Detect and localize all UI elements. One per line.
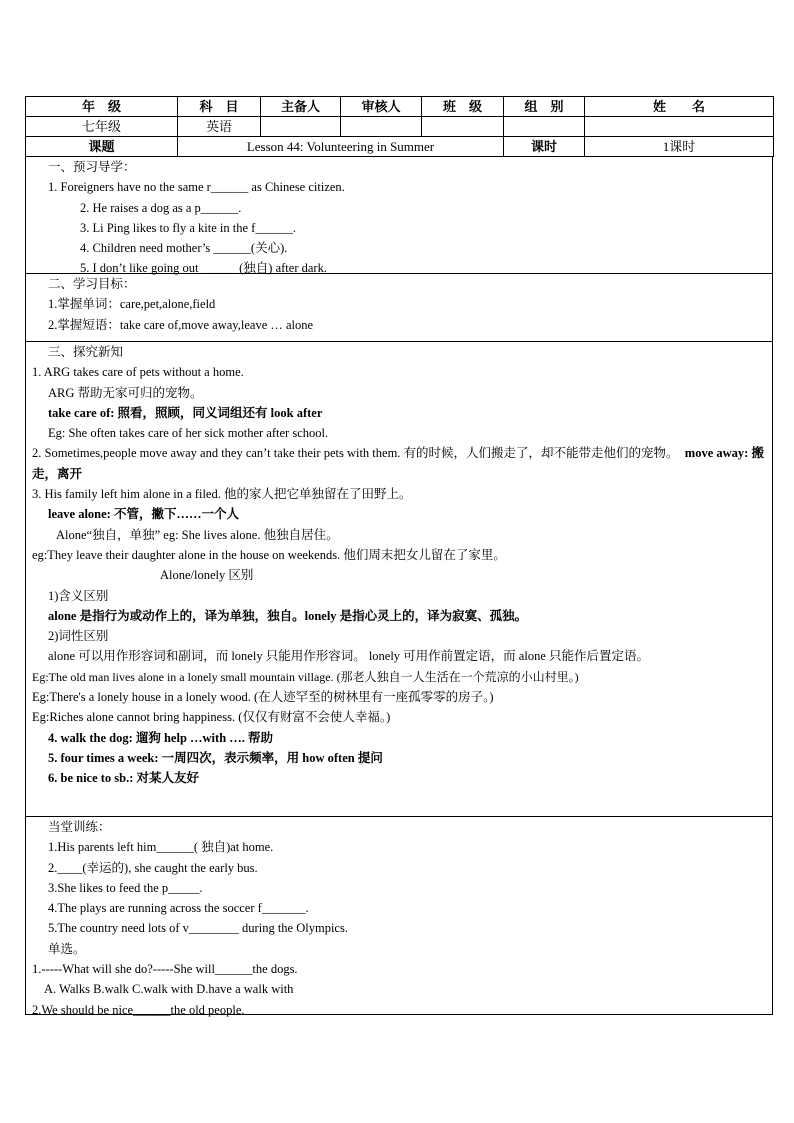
content-line: 5. four times a week: 一周四次，表示频率，用 how often 提问 [48,750,383,765]
content-line: alone 是指行为或动作上的，译为单独，独自。lonely 是指心灵上的，译为寂寞、孤独。 [48,608,528,623]
topic-value: Lesson 44: Volunteering in Summer [178,137,504,157]
header-row-topic [26,137,774,157]
section-title: 二、学习目标： [48,277,136,291]
choice-options: A. Walks B.walk C.walk with D.have a walk with [44,982,294,997]
content-line: 2)词性区别 [48,629,109,644]
topic-label: 课题 [26,137,178,157]
preparer-value[interactable] [261,117,341,137]
period-label: 课时 [504,137,585,157]
content-line: 1. ARG takes care of pets without a home. [32,365,244,380]
exercise-line: 5. I don’t like going out ______(独自) after dark. [80,261,327,276]
practice-line: 5.The country need lots of v________ during the Olympics. [48,921,348,936]
content-line: Alone“独自，单独” eg: She lives alone. 他独自居住。 [56,527,339,542]
exercise-line: 1. Foreigners have no the same r______ as Chinese citizen. [48,180,345,195]
subject-label: 科 目 [178,97,261,117]
exercise-line: 2. He raises a dog as a p______. [80,200,242,215]
content-text: 2. Sometimes,people move away and they can’t take their pets with them. 有的时候，人们搬走了，却不能带走他们的宠物。 [32,446,679,461]
content-line: leave alone: 不管，撇下……一个人 [48,507,239,522]
grade-value: 七年级 [26,117,178,137]
exercise-line: 4. Children need mother’s ______(关心). [80,241,288,256]
choice-title: 单选。 [48,941,86,956]
group-label: 组 别 [504,97,585,117]
content-line: Eg:Riches alone cannot bring happiness. (仅仅有财富不会使人幸福。) [32,710,391,725]
content-line: Eg: She often takes care of her sick mother after school. [48,426,329,441]
section-title: 三、探究新知 [48,345,124,359]
worksheet [25,96,773,1015]
section-explore [25,342,773,817]
subject-value: 英语 [178,117,261,137]
practice-line: 4.The plays are running across the soccer f_______. [48,901,309,916]
content-line: Eg:There's a lonely house in a lonely wood. (在人迹罕至的树林里有一座孤零零的房子。) [32,690,494,705]
name-label: 姓 名 [585,97,774,117]
content-line: 4. walk the dog: 遛狗 help …with …. 帮助 [48,730,274,745]
header-table [25,96,774,157]
section-preview [25,157,773,274]
section-title: 当堂训练： [48,820,111,834]
reviewer-label: 审核人 [341,97,422,117]
content-line: eg:They leave their daughter alone in the house on weekends. 他们周末把女儿留在了家里。 [32,547,506,562]
content-line: 1)含义区别 [48,588,109,603]
content-text: move away: 搬走，离开 [32,446,764,481]
choice-question: 1.-----What will she do?-----She will______the dogs. [32,962,298,977]
period-value: 1课时 [585,137,774,157]
practice-line: 1.His parents left him______( 独自)at home. [48,840,274,855]
content-line: 6. be nice to sb.: 对某人友好 [48,771,200,786]
content-line: Eg:The old man lives alone in a lonely small mountain village. (那老人独自一人生活在一个荒凉的小山村里。) [32,669,579,684]
header-row-labels [26,97,774,117]
class-value[interactable] [422,117,504,137]
grade-label: 年 级 [26,97,178,117]
section-goals [25,274,773,342]
content-paragraph: alone 可以用作形容词和副词，而 lonely 只能用作形容词。 lonely 可用作前置定语，而 alone 只能作后置定语。 [48,649,650,664]
practice-line: 3.She likes to feed the p_____. [48,880,203,895]
section-title: 一、预习导学： [48,160,136,174]
content-line: take care of: 照看，照顾，同义词组还有 look after [48,405,323,420]
exercise-line: 3. Li Ping likes to fly a kite in the f______. [80,220,296,235]
class-label: 班 级 [422,97,504,117]
content-line: ARG 帮助无家可归的宠物。 [48,385,203,400]
header-row-values [26,117,774,137]
name-value[interactable] [585,117,774,137]
preparer-label: 主备人 [261,97,341,117]
goal-line: 2.掌握短语：take care of,move away,leave … alone [48,317,314,332]
section-practice [25,817,773,1015]
goal-line: 1.掌握单词：care,pet,alone,field [48,297,216,312]
content-paragraph [26,443,772,484]
choice-question: 2.We should be nice______the old people. [32,1002,245,1017]
reviewer-value[interactable] [341,117,422,137]
practice-line: 2.____(幸运的), she caught the early bus. [48,860,258,875]
content-line: Alone/lonely 区别 [160,568,254,583]
content-line: 3. His family left him alone in a filed. 他的家人把它单独留在了田野上。 [32,487,412,502]
group-value[interactable] [504,117,585,137]
